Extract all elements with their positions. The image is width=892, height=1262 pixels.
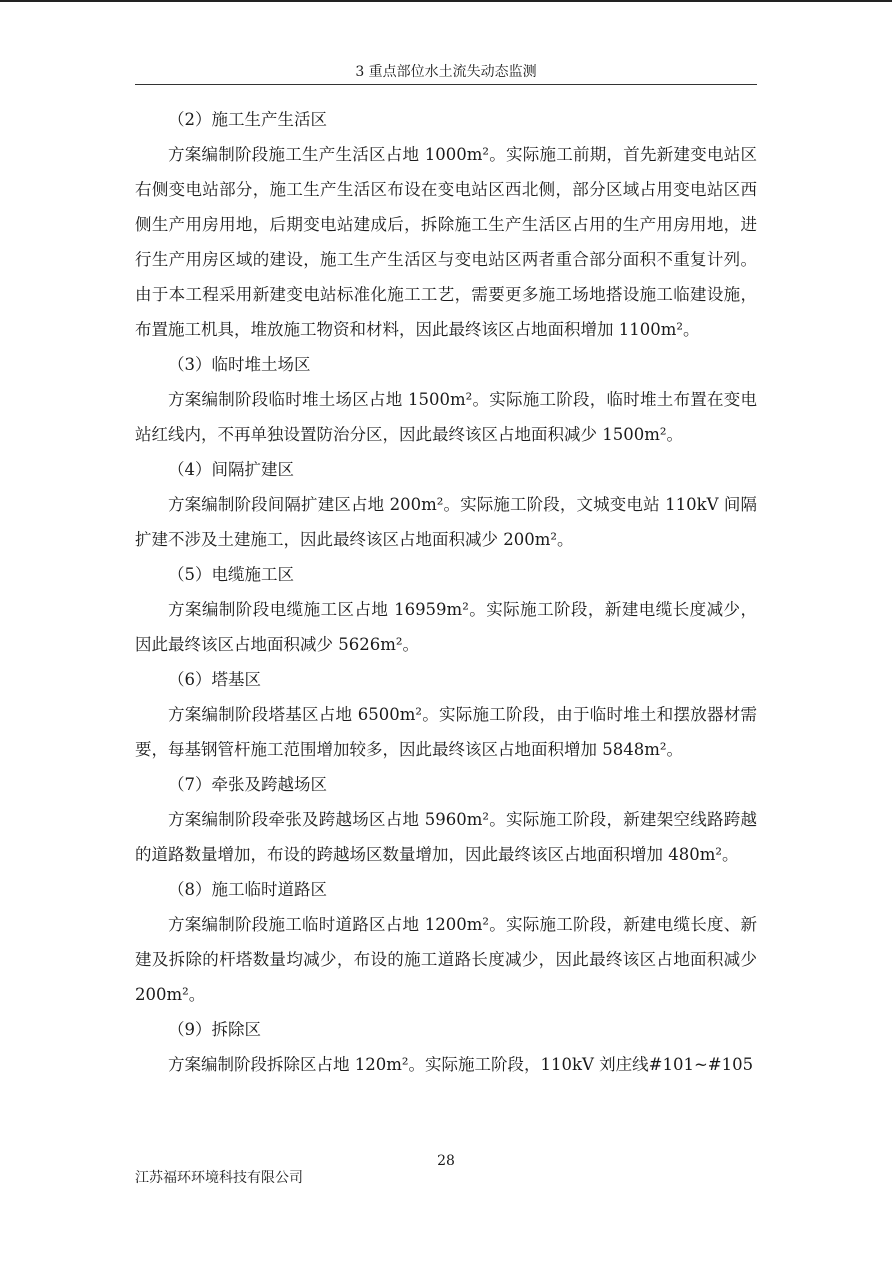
section-heading: （9）拆除区: [168, 1020, 261, 1039]
section-heading: （7）牵张及跨越场区: [168, 775, 327, 794]
section-paragraph: 方案编制阶段塔基区占地 6500m²。实际施工阶段，由于临时堆土和摆放器材需要，每基钢管杆施工范围增加较多，因此最终该区占地面积增加 5848m²。: [135, 705, 757, 759]
page-number: 28: [437, 1153, 455, 1169]
section-paragraph: 方案编制阶段施工临时道路区占地 1200m²。实际施工阶段，新建电缆长度、新建及拆除的杆塔数量均减少，布设的施工道路长度减少，因此最终该区占地面积减少 200m²。: [135, 915, 757, 1004]
section-heading: （4）间隔扩建区: [168, 460, 294, 479]
section-heading: （3）临时堆土场区: [168, 355, 311, 374]
section-paragraph: 方案编制阶段间隔扩建区占地 200m²。实际施工阶段，文城变电站 110kV 间隔扩建不涉及土建施工，因此最终该区占地面积减少 200m²。: [135, 495, 757, 549]
section-paragraph: 方案编制阶段施工生产生活区占地 1000m²。实际施工前期，首先新建变电站区右侧变电站部分，施工生产生活区布设在变电站区西北侧，部分区域占用变电站区西侧生产用房用地，后期变电站建成后，拆除施工生产生活区占用的生产用房用地，进行生产用房区域的建设，施工生产生活区与变电站区两者重合部分面积不重复计列。由于本工程采用新建变电站标准化施工工艺，需要更多施工场地搭设施工临建设施，布置施工机具，堆放施工物资和材料，因此最终该区占地面积增加 1100m²。: [135, 145, 757, 339]
section-paragraph: 方案编制阶段拆除区占地 120m²。实际施工阶段，110kV 刘庄线#101~#105: [168, 1055, 754, 1074]
section-paragraph: 方案编制阶段牵张及跨越场区占地 5960m²。实际施工阶段，新建架空线路跨越的道路数量增加，布设的跨越场区数量增加，因此最终该区占地面积增加 480m²。: [135, 810, 757, 864]
body-content: [135, 102, 757, 1082]
section-heading: （5）电缆施工区: [168, 565, 294, 584]
section-heading: （6）塔基区: [168, 670, 261, 689]
header-rule: [135, 84, 757, 85]
section-heading: （2）施工生产生活区: [168, 110, 327, 129]
running-header: 3 重点部位水土流失动态监测: [355, 64, 537, 80]
top-border-line: [0, 0, 892, 2]
section-heading: （8）施工临时道路区: [168, 880, 327, 899]
section-paragraph: 方案编制阶段电缆施工区占地 16959m²。实际施工阶段，新建电缆长度减少，因此最终该区占地面积减少 5626m²。: [135, 600, 757, 654]
footer-company: 江苏福环环境科技有限公司: [135, 1170, 303, 1186]
section-paragraph: 方案编制阶段临时堆土场区占地 1500m²。实际施工阶段，临时堆土布置在变电站红线内，不再单独设置防治分区，因此最终该区占地面积减少 1500m²。: [135, 390, 757, 444]
